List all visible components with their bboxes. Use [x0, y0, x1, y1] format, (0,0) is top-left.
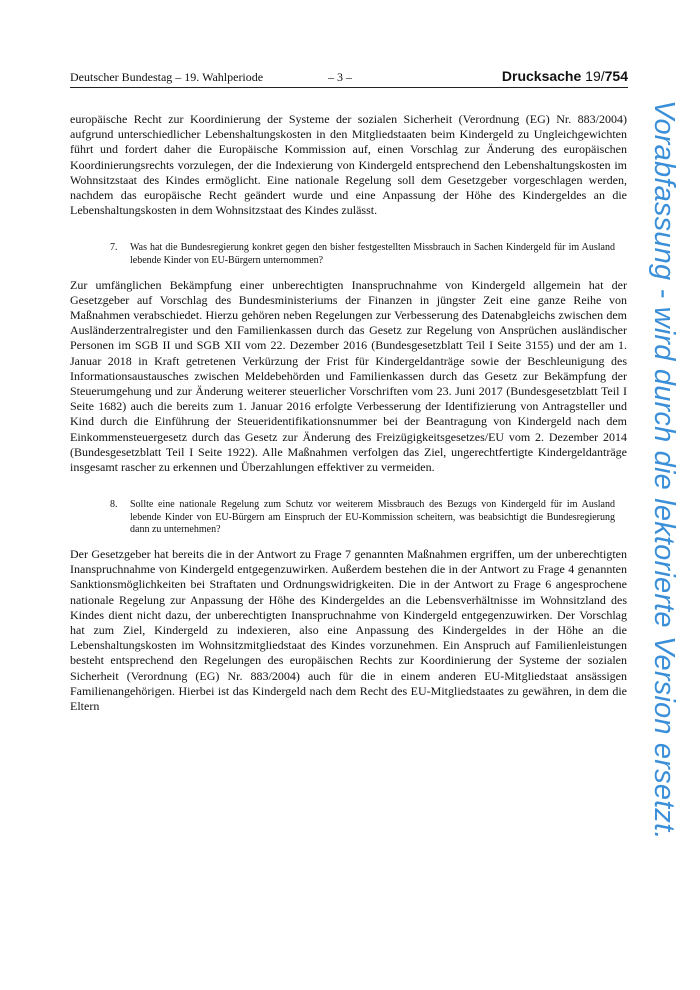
question-text: Sollte eine nationale Regelung zum Schutz vor weiterem Missbrauch des Bezugs von Kindergeld für im Ausland lebende Kinder von EU-Bürgern am Einspruch der EU-Kommission scheitern, was beabsichtigt die Bundesregierung dann zu unternehmen?	[130, 499, 615, 536]
question-text: Was hat die Bundesregierung konkret gegen den bisher festgestellten Missbrauch in Sachen Kindergeld für im Ausland lebende Kinder von EU-Bürgern unternommen?	[130, 242, 615, 267]
question-7	[70, 242, 627, 267]
document-body	[70, 112, 627, 714]
publication-title: Deutscher Bundestag – 19. Wahlperiode	[70, 70, 264, 84]
document-number	[502, 68, 628, 84]
page-number: – 3 –	[328, 70, 352, 84]
answer-8: Der Gesetzgeber hat bereits die in der Antwort zu Frage 7 genannten Maßnahmen ergriffen, um der unberechtigten Inanspruchnahme von Kindergeld entgegenzuwirken. Außerdem bestehen die in der Antwort zu Frage 4 genannten Sanktionsmöglichkeiten bei Straftaten und Ordnungswidrigkeiten. Die in der Antwort zu Frage 6 angesprochene nationale Regelung zur Anpassung der Höhe des Kindergeldes an die Lebensverhältnisse im Wohnsitzland des Kindes dient nicht dazu, der unberechtigten Inanspruchnahme von Kindergeld entgegenzuwirken. Der Vorschlag hat zum Ziel, Kindergeld zu indexieren, also eine Anpassung des Kindergeldes in der Höhe an die Lebenshaltungskosten im Wohnsitzmitgliedstaat des Kindes vorzunehmen. Ein Anspruch auf Familienleistungen besteht entsprechend den Regelungen des europäischen Rechts zur Koordinierung der Systeme der sozialen Sicherheit (Verordnung (EG) Nr. 883/2004) auch für die in einem anderen EU-Mitgliedstaat ansässigen Familienangehörigen. Hierbei ist das Kindergeld nach dem Recht des EU-Mitgliedstaates zu gewähren, in dem die Eltern	[70, 547, 627, 714]
question-number: 7.	[110, 242, 118, 254]
draft-watermark	[638, 100, 690, 910]
document-label: Drucksache	[501, 68, 582, 84]
answer-7: Zur umfänglichen Bekämpfung einer unberechtigten Inanspruchnahme von Kindergeld allgemein hat der Gesetzgeber auf Vorschlag des Bundesministeriums der Finanzen in jüngster Zeit eine ganze Reihe von Maßnahmen verabschiedet. Hierzu gehören neben Regelungen zur Verbesserung des Datenabgleichs zwischen dem Ausländerzentralregister und den Familienkassen durch das Gesetz zur Regelung von Ansprüchen ausländischer Personen im SGB II und SGB XII vom 22. Dezember 2016 (Bundesgesetzblatt Teil I Seite 3155) und der am 1. Januar 2018 in Kraft getretenen Verkürzung der Frist für Kindergeldanträge sowie der Beschleunigung des Informationsaustausches zwischen Meldebehörden und Familienkassen durch das Gesetz zur Bekämpfung der Steuerumgehung und zur Änderung weiterer steuerlicher Vorschriften vom 23. Juni 2017 (Bundesgesetzblatt Teil I Seite 1682) auch die bereits zum 1. Januar 2016 erfolgte Verbesserung der Identifizierung von Antragsteller und Kind durch die Einführung der Steueridentifikationsnummer bei der Beantragung von Kindergeld nach dem Einkommensteuergesetz durch das Gesetz zur Änderung des Freizügigkeitsgesetzes/EU vom 2. Dezember 2014 (Bundesgesetzblatt Teil I Seite 1922). Alle Maßnahmen verfolgen das Ziel, ungerechtfertigte Kindergeldanträge insgesamt rascher zu erkennen und Überzahlungen effektiver zu vermeiden.	[70, 277, 627, 475]
document-number-value: 754	[604, 68, 628, 84]
page-header	[70, 70, 628, 86]
watermark-text: Vorabfassung - wird durch die lektorierte Version ersetzt.	[648, 100, 680, 840]
intro-paragraph: europäische Recht zur Koordinierung der Systeme der sozialen Sicherheit (Verordnung (EG) Nr. 883/2004) aufgrund unterschiedlicher Lebenshaltungskosten in den Mitgliedstaaten beim Kindergeld zu Ungleichgewichten führt und fordert daher die Europäische Kommission auf, einen Vorschlag zur Änderung des europäischen Koordinierungsrechts vorzulegen, der die Indexierung von Kindergeld entsprechend den Lebenshaltungskosten im Wohnsitzstaat des Kindes ermöglicht. Eine nationale Regelung soll dem Gesetzgeber vorgeschlagen werden, nachdem das europäische Recht geändert wurde und eine Anpassung der Höhe des Kindergeldes an die Lebenshaltungskosten in dem Wohnsitzstaat des Kindes zulässt.	[70, 112, 627, 218]
document-number-prefix: 19/	[585, 68, 605, 84]
question-8	[70, 499, 627, 537]
question-number: 8.	[110, 499, 118, 511]
header-rule	[70, 87, 628, 88]
